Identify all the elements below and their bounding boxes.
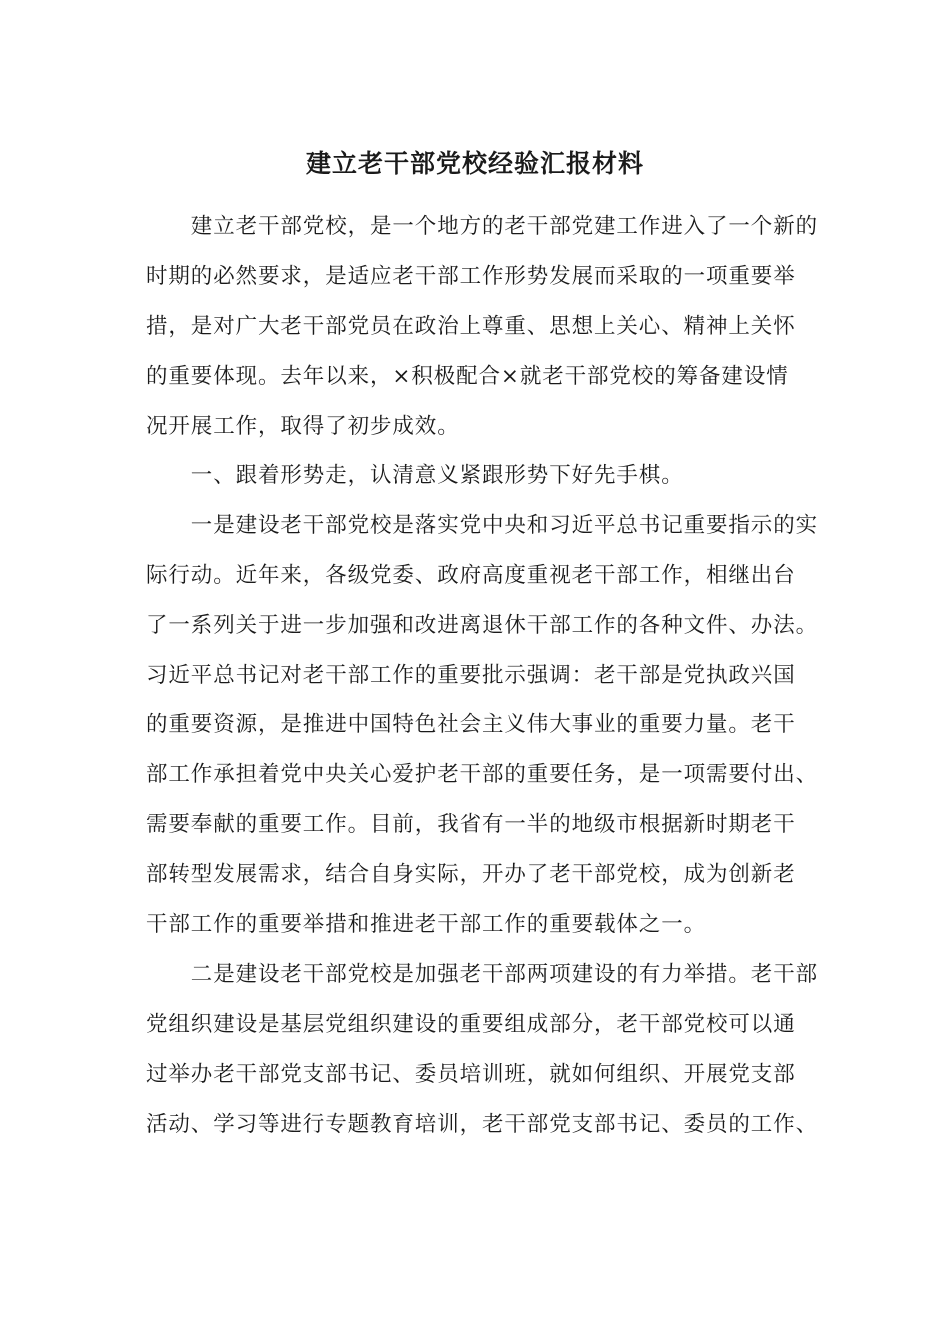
document-title: 建立老干部党校经验汇报材料	[305, 149, 644, 178]
body-line: 建立老干部党校，是一个地方的老干部党建工作进入了一个新的	[146, 214, 819, 239]
body-line: 需要奉献的重要工作。目前，我省有一半的地级市根据新时期老干	[146, 812, 796, 837]
body-line: 习近平总书记对老干部工作的重要批示强调：老干部是党执政兴国	[146, 663, 796, 688]
body-line: 了一系列关于进一步加强和改进离退休干部工作的各种文件、办法。	[146, 613, 819, 638]
body-line: 党组织建设是基层党组织建设的重要组成部分，老干部党校可以通	[146, 1012, 796, 1037]
body-line: 况开展工作，取得了初步成效。	[146, 414, 460, 439]
body-line: 部转型发展需求，结合自身实际，开办了老干部党校，成为创新老	[146, 862, 796, 887]
section-heading: 一、跟着形势走，认清意义紧跟形势下好先手棋。	[146, 463, 684, 488]
body-line: 时期的必然要求，是适应老干部工作形势发展而采取的一项重要举	[146, 264, 796, 289]
body-line: 的重要体现。去年以来，×积极配合×就老干部党校的筹备建设情	[146, 364, 789, 389]
body-line: 过举办老干部党支部书记、委员培训班，就如何组织、开展党支部	[146, 1062, 796, 1087]
body-line: 干部工作的重要举措和推进老干部工作的重要载体之一。	[146, 912, 707, 937]
body-line: 活动、学习等进行专题教育培训，老干部党支部书记、委员的工作、	[146, 1112, 819, 1137]
body-line: 部工作承担着党中央关心爱护老干部的重要任务，是一项需要付出、	[146, 762, 819, 787]
body-line: 二是建设老干部党校是加强老干部两项建设的有力举措。老干部	[146, 962, 819, 987]
body-line: 际行动。近年来，各级党委、政府高度重视老干部工作，相继出台	[146, 563, 796, 588]
body-line: 一是建设老干部党校是落实党中央和习近平总书记重要指示的实	[146, 513, 819, 538]
body-line: 措，是对广大老干部党员在政治上尊重、思想上关心、精神上关怀	[146, 314, 796, 339]
body-line: 的重要资源，是推进中国特色社会主义伟大事业的重要力量。老干	[146, 712, 796, 737]
